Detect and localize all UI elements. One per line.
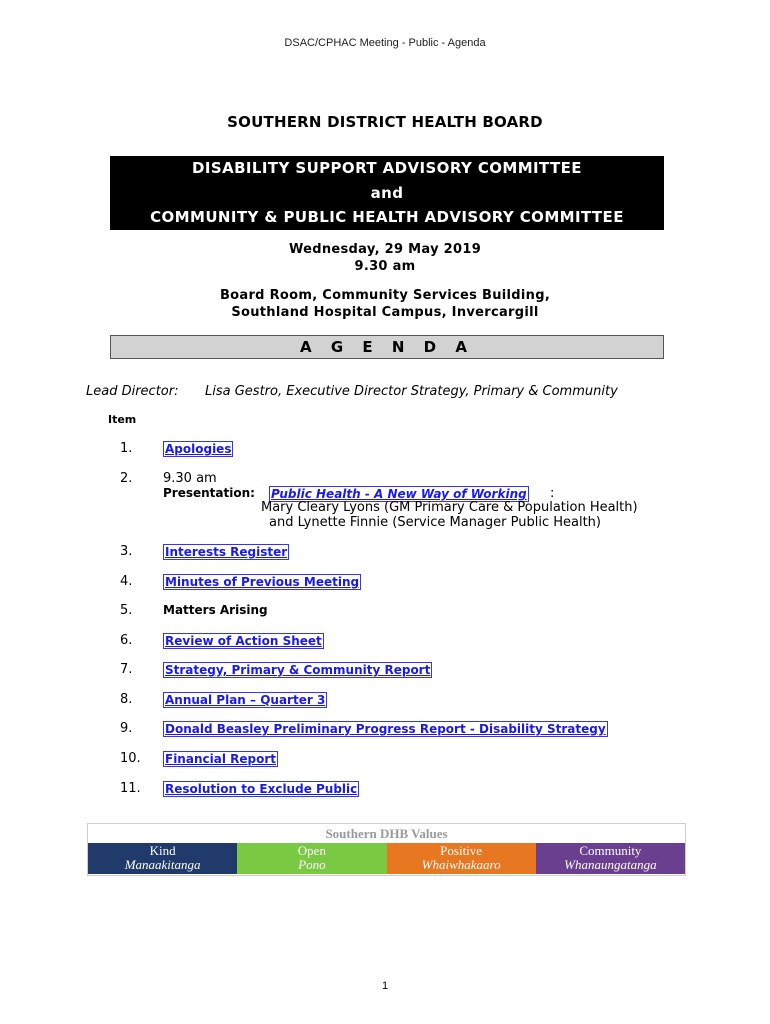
item-number: 10. <box>120 751 141 766</box>
agenda-link-minutes[interactable]: Minutes of Previous Meeting <box>165 575 360 589</box>
item-number: 1. <box>120 441 133 456</box>
agenda-link-donald-beasley-report[interactable]: Donald Beasley Preliminary Progress Report - Disability Strategy <box>165 722 606 736</box>
presenter-line-1: Mary Cleary Lyons (GM Primary Care & Population Health) <box>261 500 638 515</box>
agenda-link-strategy-report[interactable]: Strategy, Primary & Community Report <box>165 663 431 677</box>
page-number: 1 <box>381 980 389 992</box>
meeting-venue-line-1: Board Room, Community Services Building, <box>219 288 551 303</box>
agenda-link-action-sheet[interactable]: Review of Action Sheet <box>165 634 322 648</box>
organisation-title: SOUTHERN DISTRICT HEALTH BOARD <box>227 113 543 131</box>
values-row <box>88 843 685 874</box>
value-english: Kind <box>149 843 176 858</box>
values-title: Southern DHB Values <box>325 826 448 841</box>
agenda-link-interests-register[interactable]: Interests Register <box>165 545 288 559</box>
value-cell-kind <box>88 843 237 874</box>
value-cell-community <box>536 843 685 874</box>
agenda-link-exclude-public[interactable]: Resolution to Exclude Public <box>165 782 358 796</box>
running-header: DSAC/CPHAC Meeting - Public - Agenda <box>284 37 486 49</box>
value-english: Positive <box>440 843 483 858</box>
item-number: 3. <box>120 544 133 559</box>
committee-line-2: and <box>370 184 404 202</box>
item-number: 5. <box>120 603 133 618</box>
presentation-label: Presentation: <box>163 486 255 500</box>
agenda-heading: A G E N D A <box>110 335 664 359</box>
item-number: 8. <box>120 692 133 707</box>
presenter-line-2: and Lynette Finnie (Service Manager Public Health) <box>269 515 601 530</box>
lead-director-label: Lead Director: <box>86 384 179 399</box>
lead-director-value: Lisa Gestro, Executive Director Strategy, Primary & Community <box>205 384 618 399</box>
value-maori: Whanaungatanga <box>564 857 657 872</box>
values-table <box>87 823 686 876</box>
committee-line-1: DISABILITY SUPPORT ADVISORY COMMITTEE <box>192 159 582 177</box>
presentation-time: 9.30 am <box>163 471 217 486</box>
value-english: Open <box>297 843 326 858</box>
item-number: 9. <box>120 721 133 736</box>
value-maori: Whaiwhakaaro <box>421 857 501 872</box>
item-column-heading: Item <box>108 413 137 426</box>
presentation-colon: : <box>550 486 555 501</box>
committee-line-3: COMMUNITY & PUBLIC HEALTH ADVISORY COMMITTEE <box>150 208 624 226</box>
item-number: 2. <box>120 471 133 486</box>
item-number: 4. <box>120 574 133 589</box>
value-cell-positive <box>387 843 536 874</box>
meeting-venue-line-2: Southland Hospital Campus, Invercargill <box>231 305 539 320</box>
value-english: Community <box>579 843 642 858</box>
committee-banner <box>110 156 664 230</box>
agenda-link-annual-plan[interactable]: Annual Plan – Quarter 3 <box>165 693 326 707</box>
meeting-time: 9.30 am <box>354 259 416 274</box>
item-number: 6. <box>120 633 133 648</box>
agenda-link-presentation[interactable]: Public Health - A New Way of Working <box>271 487 527 501</box>
value-maori: Manaakitanga <box>124 857 201 872</box>
item-number: 7. <box>120 662 133 677</box>
meeting-date: Wednesday, 29 May 2019 <box>288 242 482 257</box>
agenda-item-matters-arising: Matters Arising <box>163 603 268 617</box>
item-number: 11. <box>120 781 141 796</box>
value-maori: Pono <box>298 857 326 872</box>
agenda-link-financial-report[interactable]: Financial Report <box>165 752 276 766</box>
agenda-link-apologies[interactable]: Apologies <box>165 442 232 456</box>
value-cell-open <box>237 843 386 874</box>
